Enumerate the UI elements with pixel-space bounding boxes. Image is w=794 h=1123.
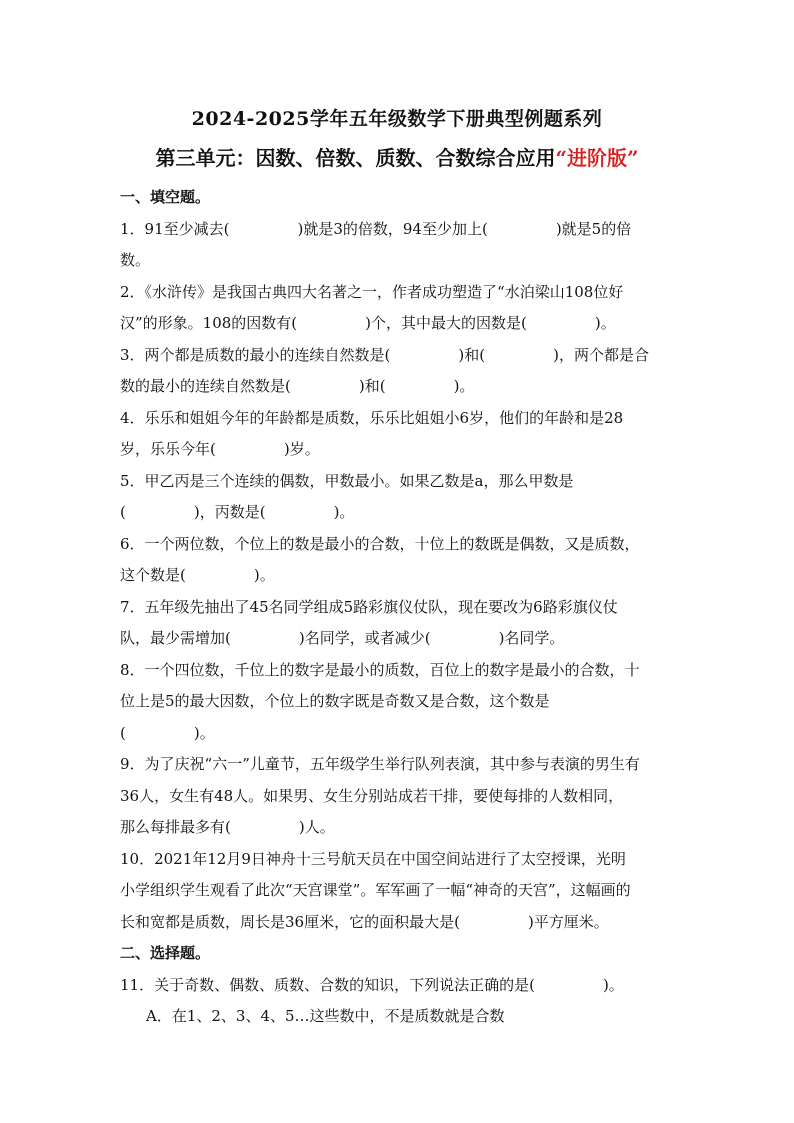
- question-text: 10．2021年12月9日神舟十三号航天员在中国空间站进行了太空授课，光明: [120, 849, 626, 868]
- question-text: 队，最少需增加(: [120, 629, 231, 647]
- question-text: 1．91至少减去(: [120, 219, 230, 238]
- question-text: 小学组织学生观看了此次“天宫课堂”。军军画了一幅“神奇的天宫”，这幅画的: [120, 881, 631, 899]
- question-text: )名同学，或者减少(: [298, 629, 431, 647]
- unit-subtitle-text: 第三单元：因数、倍数、质数、合数综合应用: [155, 146, 556, 170]
- question-text: 这个数是(: [120, 566, 186, 584]
- question-text: )岁。: [283, 440, 320, 458]
- question-text: 2．《水浒传》是我国古典四大名著之一，作者成功塑造了“水泊梁山108位好: [120, 282, 624, 301]
- question-text: 数。: [120, 251, 151, 269]
- question-text: )就是5的倍: [555, 219, 632, 238]
- question-1: [120, 214, 680, 277]
- question-text: 9．为了庆祝“六一”儿童节，五年级学生举行队列表演，其中参与表演的男生有: [120, 755, 640, 773]
- question-text: 5．甲乙丙是三个连续的偶数，甲数最小。如果乙数是a，那么甲数是: [120, 471, 574, 490]
- question-text: 11．关于奇数、偶数、质数、合数的知识，下列说法正确的是(: [120, 975, 535, 994]
- question-text: )和(: [358, 377, 386, 395]
- question-text: )。: [602, 975, 624, 994]
- question-list: [120, 182, 680, 1033]
- question-text: 3．两个都是质数的最小的连续自然数是(: [120, 345, 391, 364]
- question-text: )人。: [298, 818, 335, 836]
- question-6: [120, 529, 680, 592]
- unit-subtitle: [0, 142, 794, 171]
- question-text: )个，其中最大的因数是(: [365, 314, 527, 332]
- question-text: 岁，乐乐今年(: [120, 440, 216, 458]
- question-text: 数的最小的连续自然数是(: [120, 377, 291, 395]
- question-text: (: [120, 503, 126, 521]
- question-2: [120, 277, 680, 340]
- question-text: 7．五年级先抽出了45名同学组成5路彩旗仪仗队，现在要改为6路彩旗仪仗: [120, 597, 618, 616]
- question-text: 长和宽都是质数，周长是36厘米，它的面积最大是(: [120, 912, 460, 931]
- question-5: [120, 466, 680, 529]
- question-text: 6．一个两位数，个位上的数是最小的合数，十位上的数既是偶数，又是质数，: [120, 534, 640, 553]
- question-text: )名同学。: [498, 629, 565, 647]
- question-text: 汉”的形象。108的因数有(: [120, 314, 298, 332]
- advanced-tag: “进阶版”: [555, 146, 639, 170]
- question-text: 位上是5的最大因数，个位上的数字既是奇数又是合数，这个数是: [120, 692, 550, 710]
- question-8: [120, 655, 680, 750]
- question-7: [120, 592, 680, 655]
- question-text: )就是3的倍数，94至少加上(: [297, 219, 488, 238]
- section-heading-fill-blank: 一、填空题。: [120, 188, 211, 206]
- question-text: 那么每排最多有(: [120, 818, 231, 836]
- question-text: )平方厘米。: [527, 912, 609, 931]
- question-text: 36人，女生有48人。如果男、女生分别站成若干排，要使每排的人数相同，: [120, 786, 624, 805]
- question-text: )。: [333, 503, 355, 521]
- question-10: [120, 844, 680, 939]
- question-text: 8．一个四位数，千位上的数字是最小的质数，百位上的数字是最小的合数，十: [120, 660, 640, 679]
- question-text: )和(: [458, 345, 486, 364]
- section-heading-multiple-choice: 二、选择题。: [120, 944, 211, 962]
- question-text: )。: [594, 314, 616, 332]
- question-text: )。: [193, 723, 215, 742]
- question-text: )，两个都是合: [553, 345, 649, 364]
- question-text: (: [120, 723, 126, 742]
- question-text: )，丙数是(: [193, 503, 266, 521]
- question-9: [120, 749, 680, 844]
- question-3: [120, 340, 680, 403]
- question-text: )。: [453, 377, 475, 395]
- question-4: [120, 403, 680, 466]
- question-11: [120, 970, 680, 1033]
- document-title: 2024-2025学年五年级数学下册典型例题系列: [191, 108, 603, 130]
- question-text: 4．乐乐和姐姐今年的年龄都是质数，乐乐比姐姐小6岁，他们的年龄和是28: [120, 408, 624, 427]
- question-text: )。: [253, 566, 275, 584]
- option-a[interactable]: A．在1、2、3、4、5…这些数中，不是质数就是合数: [146, 1007, 505, 1025]
